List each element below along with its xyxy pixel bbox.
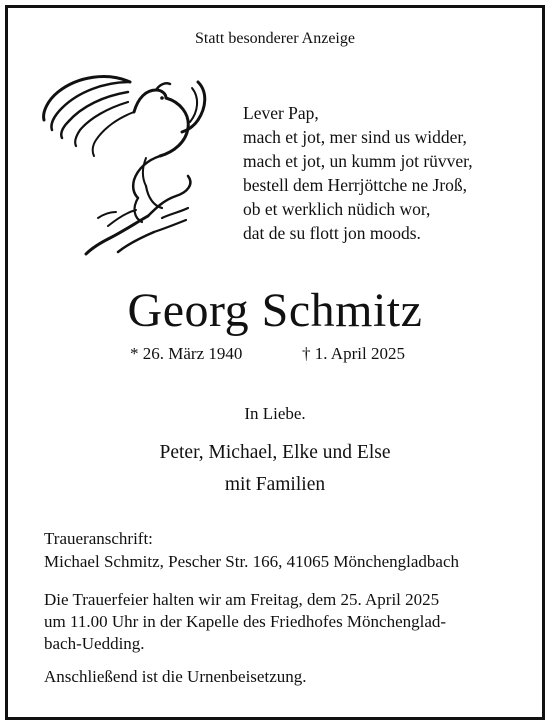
poem-line: mach et jot, un kumm jot rüvver, bbox=[243, 151, 473, 171]
poem-line: dat de su flott jon moods. bbox=[243, 223, 421, 243]
dove-and-hand-icon bbox=[38, 68, 228, 258]
poem-line: mach et jot, mer sind us widder, bbox=[243, 127, 467, 147]
service-line: um 11.00 Uhr in der Kapelle des Friedhofes Mönchenglad- bbox=[44, 612, 447, 631]
service-line: Die Trauerfeier halten wir am Freitag, dem 25. April 2025 bbox=[44, 590, 440, 609]
address-value: Michael Schmitz, Pescher Str. 166, 41065 Mönchengladbach bbox=[44, 552, 459, 571]
birth-date: * 26. März 1940 bbox=[130, 344, 243, 363]
poem-line: ob et werklich nüdich wor, bbox=[243, 199, 431, 219]
urn-burial-note: Anschließend ist die Urnenbeisetzung. bbox=[44, 667, 307, 686]
poem-line: bestell dem Herrjöttche ne Jroß, bbox=[243, 175, 468, 195]
address-label: Traueranschrift: bbox=[44, 529, 153, 548]
poem bbox=[243, 101, 473, 245]
service-line: bach-Uedding. bbox=[44, 634, 145, 653]
closing-text: In Liebe. bbox=[244, 404, 306, 423]
service-info bbox=[44, 589, 446, 655]
family-suffix: mit Familien bbox=[224, 474, 326, 495]
family-names: Peter, Michael, Elke und Else bbox=[159, 442, 391, 463]
deceased-name: Georg Schmitz bbox=[127, 284, 423, 337]
death-date: † 1. April 2025 bbox=[302, 344, 405, 363]
poem-line: Lever Pap, bbox=[243, 103, 319, 123]
header-text: Statt besonderer Anzeige bbox=[195, 30, 355, 47]
